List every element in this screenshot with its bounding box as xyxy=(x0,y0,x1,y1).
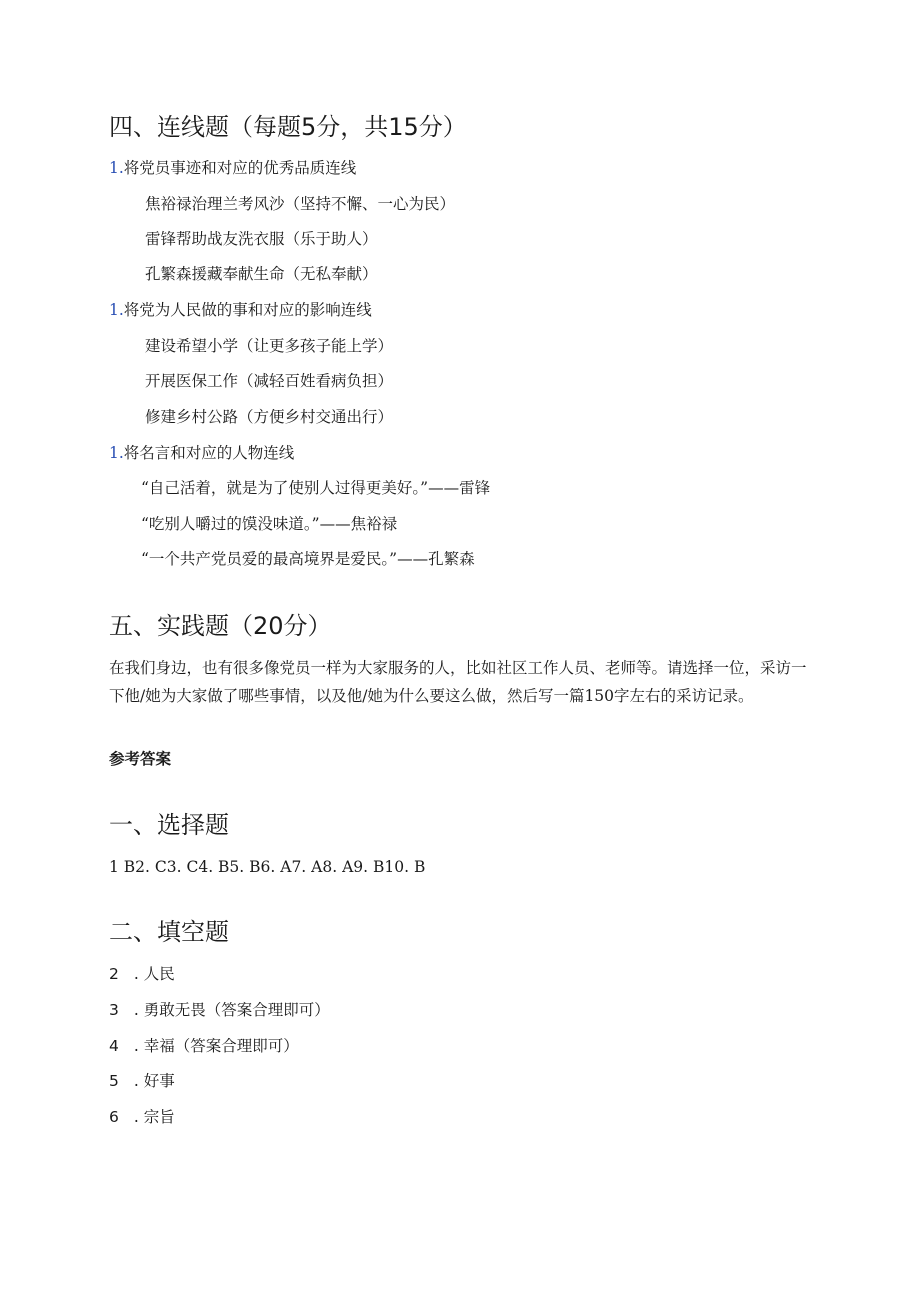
match-item: 雷锋帮助战友洗衣服（乐于助人） xyxy=(145,230,378,248)
answer-text: . 好事 xyxy=(129,1072,175,1090)
question-text: 将名言和对应的人物连线 xyxy=(123,444,295,462)
practice-paragraph: 在我们身边，也有很多像党员一样为大家服务的人，比如社区工作人员、老师等。请选择一位，采访一下他/她为大家做了哪些事情，以及他/她为什么要这么做，然后写一篇150字左右的采访记录。 xyxy=(109,659,807,705)
question-2 xyxy=(109,299,372,321)
fill-answer xyxy=(109,1035,299,1057)
question-number: 1. xyxy=(109,159,124,177)
question-text: 将党员事迹和对应的优秀品质连线 xyxy=(123,159,357,177)
answer-text: . 勇敢无畏（答案合理即可） xyxy=(129,1001,330,1019)
question-number: 1. xyxy=(109,444,124,462)
match-item: “吃别人嚼过的馍没味道。”——焦裕禄 xyxy=(141,515,398,533)
match-item: “自己活着，就是为了使别人过得更美好。”——雷锋 xyxy=(141,479,491,497)
match-item: 焦裕禄治理兰考风沙（坚持不懈、一心为民） xyxy=(145,195,456,213)
fill-answer xyxy=(109,963,175,985)
match-item: 孔繁森援藏奉献生命（无私奉献） xyxy=(145,265,378,283)
match-item: “一个共产党员爱的最高境界是爱民。”——孔繁森 xyxy=(141,550,475,568)
answer-text: . 人民 xyxy=(129,965,175,983)
answer-text: . 幸福（答案合理即可） xyxy=(129,1037,299,1055)
answer-number: 2 xyxy=(109,965,119,983)
question-1 xyxy=(109,157,356,179)
fill-answer xyxy=(109,1106,175,1128)
question-text: 将党为人民做的事和对应的影响连线 xyxy=(123,301,372,319)
fill-answer xyxy=(109,999,330,1021)
match-item: 开展医保工作（减轻百姓看病负担） xyxy=(145,372,394,390)
section-4-title: 四、连线题（每题5分，共15分） xyxy=(109,113,467,141)
choice-answers: 1 B2. C3. C4. B5. B6. A7. A8. A9. B10. B xyxy=(109,858,426,876)
fill-answer xyxy=(109,1070,175,1092)
answer-number: 4 xyxy=(109,1037,119,1055)
answers-section-2-title: 二、填空题 xyxy=(109,918,229,946)
section-5-title: 五、实践题（20分） xyxy=(109,612,332,640)
match-item: 建设希望小学（让更多孩子能上学） xyxy=(145,337,394,355)
answers-heading: 参考答案 xyxy=(109,750,172,768)
match-item: 修建乡村公路（方便乡村交通出行） xyxy=(145,408,394,426)
answer-text: . 宗旨 xyxy=(129,1108,175,1126)
answers-section-1-title: 一、选择题 xyxy=(109,811,229,839)
question-number: 1. xyxy=(109,301,124,319)
answer-number: 5 xyxy=(109,1072,119,1090)
answer-number: 6 xyxy=(109,1108,119,1126)
question-3 xyxy=(109,442,294,464)
answer-number: 3 xyxy=(109,1001,119,1019)
